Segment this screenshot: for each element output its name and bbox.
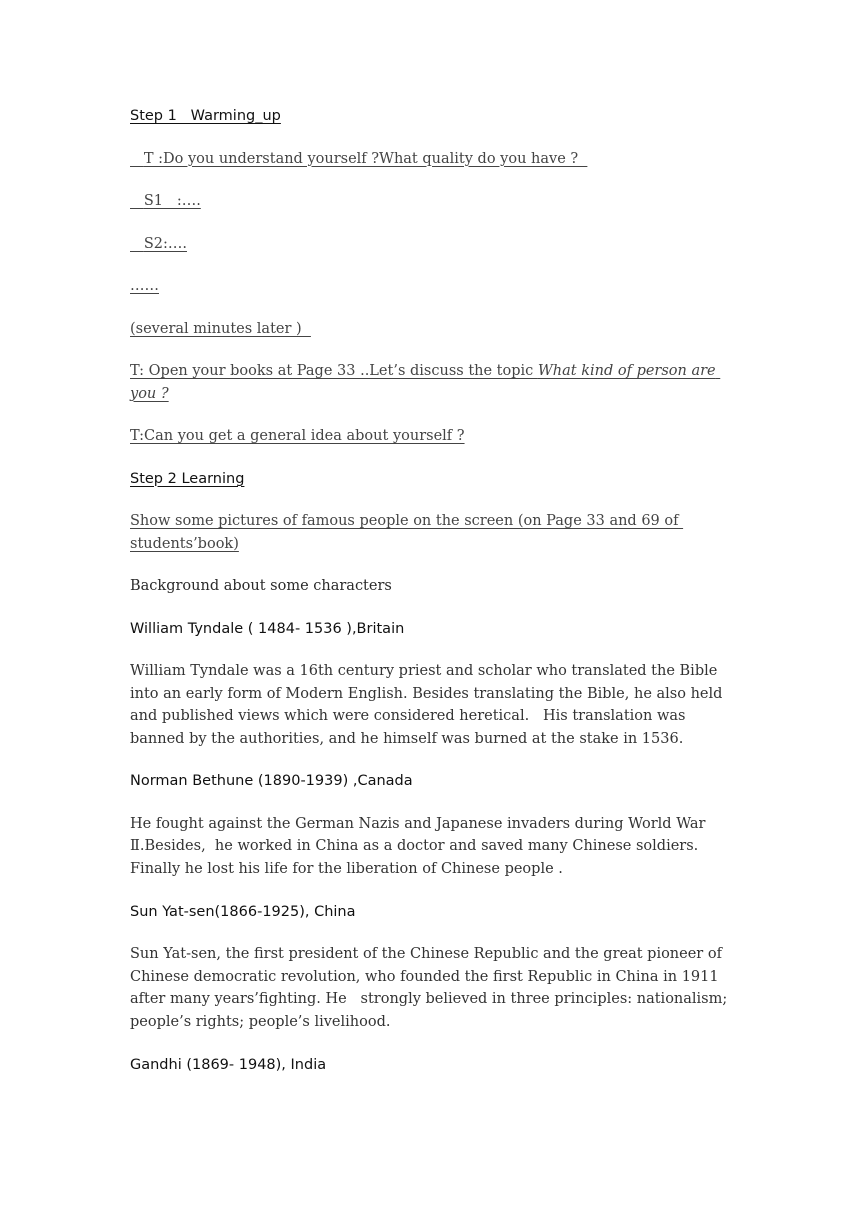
student-2-answer: S2:…. bbox=[130, 235, 187, 252]
show-pictures-instruction: Show some pictures of famous people on the screen (on Page 33 and 69 of students’book) bbox=[130, 513, 684, 552]
discussion-topic: What kind of person are you ? bbox=[130, 363, 721, 402]
character-name: Gandhi (1869- 1948), India bbox=[130, 1056, 327, 1073]
teacher-question: T :Do you understand yourself ?What quality do you have ? bbox=[130, 150, 588, 167]
step2-heading: Step 2 Learning bbox=[130, 470, 245, 487]
open-books-instruction bbox=[130, 360, 734, 405]
minutes-later-note: (several minutes later ) bbox=[130, 320, 311, 337]
character-bio: He fought against the German Nazis and Japanese invaders during World War Ⅱ.Besides, he worked in China as a doctor and saved many Chinese soldiers. Finally he lost his life for the liberation of Chinese people . bbox=[130, 815, 711, 878]
step1-heading: Step 1 Warming_up bbox=[130, 108, 281, 124]
document-page bbox=[130, 105, 734, 1076]
background-intro: Background about some characters bbox=[130, 578, 392, 594]
ellipsis-line: …… bbox=[130, 278, 159, 294]
student-1-answer: S1 :…. bbox=[130, 193, 201, 209]
character-bio: William Tyndale was a 16th century priest and scholar who translated the Bible into an early form of Modern English. Besides translating the Bible, he also held and published views which were considered heretical. His translation was banned by the authorities, and he himself was burned at the stake in 1536. bbox=[130, 663, 728, 747]
general-idea-question: T:Can you get a general idea about yourself ? bbox=[130, 428, 465, 444]
character-name: Sun Yat-sen(1866-1925), China bbox=[130, 903, 356, 920]
character-name: Norman Bethune (1890-1939) ,Canada bbox=[130, 773, 413, 790]
open-books-prefix: T: Open your books at Page 33 ..Let’s discuss the topic bbox=[130, 363, 538, 379]
character-name: William Tyndale ( 1484- 1536 ),Britain bbox=[130, 620, 405, 637]
character-bio: Sun Yat-sen, the first president of the Chinese Republic and the great pioneer of Chinese democratic revolution, who founded the first Republic in China in 1911 after many years’fighting. He strongly believed in three principles: nationalism; people’s rights; people’s livelihood. bbox=[130, 946, 732, 1030]
